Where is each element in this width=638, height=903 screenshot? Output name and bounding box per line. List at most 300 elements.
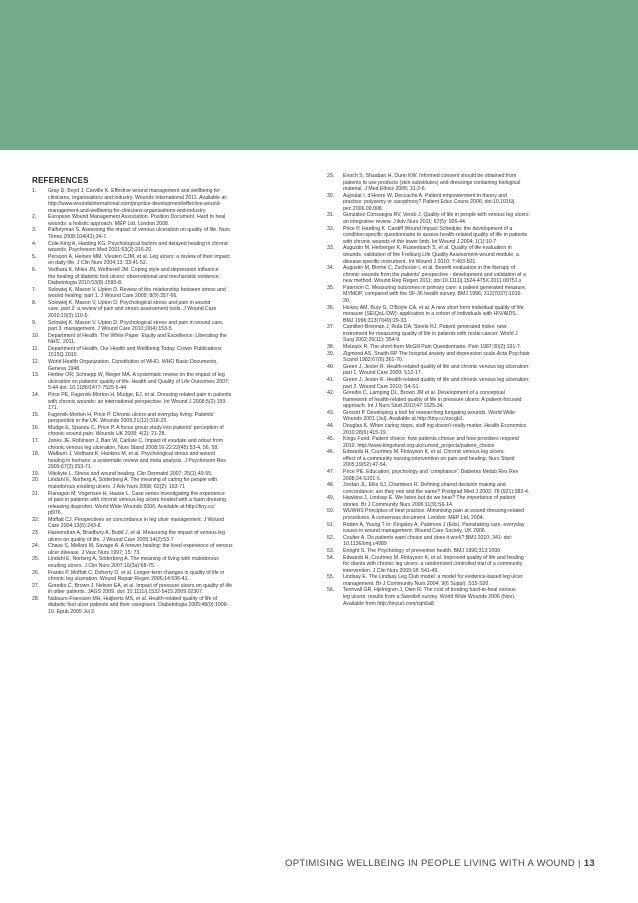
- reference-line: [32, 431, 316, 438]
- reference-line: [327, 522, 613, 529]
- reference-line: [327, 601, 613, 608]
- reference-text: González-Consuegra RV, Verdú J. Quality of life in people with venous leg ulcers:: [343, 212, 530, 219]
- reference-line: [327, 535, 613, 542]
- reference-text: Geneva 1948.: [48, 365, 81, 372]
- reference-number: 12.: [32, 359, 40, 366]
- reference-text: releasing ibuprofen. World Wide Wounds 2006. Available at:http://tiny.cc/: [48, 503, 215, 510]
- reference-number: [327, 384, 343, 391]
- reference-text: Price P, Harding K. Cardiff Wound Impact Schedule: the development of a: [343, 225, 513, 232]
- reference-line: [327, 265, 613, 272]
- reference-number: [327, 252, 343, 259]
- reference-text: 10. Epub 2005 Jul 2.: [48, 609, 96, 615]
- reference-line: [327, 298, 613, 305]
- reference-text: Herber OR, Schnepp W, Rieger MA. A systematic review on the impact of leg: [48, 372, 225, 379]
- reference-text: Aujoulat I, d'Hoore W, Deccache A. Patient empowerment in theory and: [343, 192, 507, 199]
- reference-line: [327, 502, 613, 509]
- reference-line: [327, 443, 613, 450]
- reference-number: [327, 199, 343, 206]
- reference-text: NHS', 2011.: [48, 339, 76, 346]
- reference-text: Solowiej K, Mason V, Upton D. Review of the relationship between stress and: [48, 286, 226, 293]
- reference-number: 6.: [32, 266, 37, 273]
- reference-text: chronic leg ulceration. Wound Repair Regen 2006;14:536-41.: [48, 576, 189, 583]
- reference-text: intervention. J Clin Nurs 2009;18: 541-49.: [343, 567, 439, 574]
- reference-number: 9.: [32, 319, 37, 326]
- reference-line: [327, 436, 613, 443]
- reference-line: [327, 416, 613, 423]
- reference-text: ulceration on patients' quality of life. Health and Quality of Life Outcomes 2007;: [48, 378, 230, 385]
- reference-number: 31.: [327, 212, 335, 219]
- reference-number: 13.: [32, 372, 40, 379]
- reference-text: 171.: [48, 405, 59, 412]
- reference-text: Douglas K. When caring stops, staff ing doesn't really matter. Health Economics: [343, 422, 527, 429]
- reference-text: Solowiej K, Mason V, Upton D. Psychological stress and pain in wound care,: [48, 319, 224, 326]
- reference-text: Enoch S, Shaaban H, Dunn KW. Informed consent should be obtained from: [343, 173, 517, 179]
- reference-text: Vedhara K, Miles JN, Wetherell JM. Coping style and depression influence: [48, 266, 219, 273]
- reference-line: [32, 477, 316, 484]
- reference-number: [327, 311, 343, 318]
- reference-number: 49.: [327, 495, 335, 502]
- reference-text: leg ulcers: results from a Swedish survey. World Wide Wounds 2006 (Nov).: [343, 594, 516, 600]
- reference-text: Solowiej K, Mason V, Upton D. Psychological stress and pain in wound: [48, 299, 211, 306]
- reference-line: [327, 574, 613, 581]
- page-footer: [0, 858, 595, 869]
- reference-text: Tennvall GR, Hjelmgren J, Oien R. The cost of treating hard-to-heal venous: [343, 587, 516, 594]
- reference-line: [32, 385, 316, 392]
- reference-line: [327, 324, 613, 331]
- reference-number: 43.: [327, 409, 335, 416]
- reference-number: [32, 201, 48, 208]
- reference-number: 51.: [327, 521, 335, 528]
- reference-number: [32, 326, 48, 333]
- reference-line: [327, 377, 613, 384]
- reference-number: [32, 563, 48, 570]
- reference-number: [32, 445, 48, 452]
- reference-text: European Wound Management Association. Position Document. Hard to heal: [48, 214, 226, 221]
- reference-number: [32, 293, 48, 300]
- reference-text: new method. Wound Rep Regen 2011; doi:10.1111/j.1524-475X.2011.00751.x: [343, 278, 522, 285]
- reference-text: chronic wounds from the patients' perspective - development and validation of a: [343, 271, 526, 278]
- reference-number: [32, 221, 48, 228]
- reference-line: [327, 555, 613, 562]
- reference-line: [32, 523, 316, 530]
- reference-text: Zigmond AS, Snaith RP The hospital anxiety and depression scale.Acta Psychiatr: [343, 350, 530, 357]
- reference-number: [327, 430, 343, 437]
- reference-line: [32, 438, 316, 445]
- reference-text: Wounds 2001 (Jul). Available at http://tiny.cc/zocgb1.: [343, 416, 465, 423]
- reference-text: Goredio C, Lamping DL, Brown JM et al. Development of a conceptual: [343, 390, 505, 397]
- reference-text: wounds. Psychosom Med 2001;63(2):216-20.: [48, 247, 153, 254]
- reference-number: [327, 370, 343, 377]
- reference-text: practice: polysemy or cacophony? Patient Educ Couns 2006; doi:10.1016/j.: [343, 199, 516, 206]
- reference-line: [327, 410, 613, 417]
- footer-separator: |: [578, 858, 581, 869]
- reference-line: [32, 188, 316, 195]
- reference-number: 3.: [32, 227, 37, 234]
- reference-text: approach. Int J Nurs Stud 2010;47:1525-34.: [343, 403, 444, 410]
- reference-number: 38.: [327, 344, 335, 351]
- reference-line: [32, 247, 316, 254]
- reference-text: 5:44 doi: 10.1186/1477-7525-5-44.: [48, 385, 128, 392]
- reference-text: with chronic wounds of the lower limb. Int Wound J 2004; 1(1):10-7: [343, 238, 497, 245]
- reference-number: [32, 260, 48, 267]
- reference-line: [327, 548, 613, 555]
- reference-line: [327, 351, 613, 358]
- reference-text: Flanagan M, Vogensen H, Haase L. Case series investigating the experience: [48, 490, 225, 497]
- reference-text: 2010. http://www.kingsfund.org.uk/current_projects/patient_choice: [343, 442, 495, 449]
- reference-line: [32, 359, 316, 366]
- reference-number: [327, 489, 343, 496]
- reference-text: management-and-wellbeing-for-clinicians-organisations-and-industry: [48, 207, 206, 214]
- reference-number: 28.: [32, 595, 40, 602]
- reference-text: Department of Health. Our Health and Wellbeing Today. Crown Publications: [48, 345, 222, 352]
- reference-number: 7.: [32, 286, 37, 293]
- reference-text: diabetic foot ulcer patients and their caregivers. Diabetologia 2005;48(9):1906-: [48, 602, 229, 609]
- reference-number: [327, 528, 343, 535]
- reference-line: [32, 458, 316, 465]
- reference-number: [32, 405, 48, 412]
- reference-number: [327, 239, 343, 246]
- reference-line: [327, 423, 613, 430]
- reference-number: [32, 339, 48, 346]
- reference-line: [32, 214, 316, 221]
- reference-number: 34.: [327, 265, 335, 272]
- reference-line: [32, 530, 316, 537]
- reference-line: [32, 425, 316, 432]
- reference-number: [32, 234, 48, 241]
- reference-text: instrument for measuring quality of life in patients with rectal cancer. World J: [343, 330, 518, 337]
- reference-text: Edwards H, Courtney M, Finlayson K, et al. Chronic venous leg ulcers:: [343, 449, 505, 456]
- footer-title: OPTIMISING WELLBEING IN PEOPLE LIVING WITH A WOUND: [285, 858, 576, 869]
- reference-text: Scand 1983;67(6):361-70.: [343, 357, 404, 364]
- reference-line: [327, 226, 613, 233]
- reference-line: [327, 337, 613, 344]
- reference-number: [327, 403, 343, 410]
- reference-text: in older patients. JAGS 2009. doi: 10.1111/j.1532-5415.2009.02307.: [48, 589, 204, 596]
- reference-line: [327, 291, 613, 298]
- reference-line: [32, 326, 316, 333]
- reference-number: [32, 352, 48, 359]
- reference-text: material. J Med Ethics 2005; 31:2-6.: [343, 186, 427, 193]
- reference-number: [327, 298, 343, 305]
- reference-text: Roden A, Young T In: Kingsley A, Padmore J (Eds). Painstaking care, everyday: [343, 521, 525, 528]
- reference-line: [327, 508, 613, 515]
- reference-number: [32, 609, 48, 616]
- references-right-column: [327, 173, 613, 607]
- reference-number: [327, 581, 343, 588]
- header-banner: [0, 0, 638, 150]
- reference-line: [32, 372, 316, 379]
- references-heading: REFERENCES: [32, 176, 89, 185]
- reference-line: [32, 195, 316, 202]
- reference-text: Augustin M, Herberger K, Rustenbach S, et al. Quality of life evaluation in: [343, 245, 512, 252]
- reference-line: [327, 482, 613, 489]
- reference-number: [32, 537, 48, 544]
- reference-number: [327, 272, 343, 279]
- reference-text: wounds: validation of the Freiburg Life Quality Assessment-wound module, a: [343, 251, 519, 258]
- reference-line: [32, 306, 316, 313]
- reference-line: [327, 193, 613, 200]
- reference-text: Grocott P. Developing a tool for researching fungating wounds. World Wide: [343, 409, 515, 416]
- reference-number: [32, 306, 48, 313]
- reference-text: 2010;28(6):415-19.: [343, 429, 388, 436]
- reference-text: Green J, Jester R. Health-related quality of life and chronic venous leg ulceration:: [343, 376, 530, 383]
- reference-line: [32, 313, 316, 320]
- reference-number: 46.: [327, 449, 335, 456]
- reference-number: 44.: [327, 422, 335, 429]
- reference-number: 36.: [327, 304, 335, 311]
- reference-number: 5.: [32, 253, 37, 260]
- reference-text: Franks P, Moffatt C, Doherty D, et al. Longer-term changes in quality of life in: [48, 569, 225, 576]
- reference-text: Camilleri-Brennan J, Ruta DA, Steele RJ. Patient generated index: new: [343, 324, 507, 331]
- reference-number: 17.: [32, 437, 40, 444]
- reference-number: [32, 274, 48, 281]
- reference-line: [32, 517, 316, 524]
- reference-number: 8.: [32, 299, 37, 306]
- reference-number: 39.: [327, 350, 335, 357]
- reference-number: 16.: [32, 424, 40, 431]
- reference-text: p8i76.: [48, 510, 63, 517]
- reference-line: [327, 199, 613, 206]
- reference-list-right: [327, 173, 613, 607]
- reference-line: [32, 412, 316, 419]
- reference-number: 29.: [327, 173, 335, 179]
- reference-line: [32, 471, 316, 478]
- reference-line: [327, 186, 613, 193]
- reference-line: [32, 267, 316, 274]
- reference-number: [327, 337, 343, 344]
- reference-number: [32, 589, 48, 596]
- reference-text: MYMOP, compared with the SF-36 health survey. BMJ 1996; 312(7037):1016-: [343, 291, 523, 298]
- reference-text: stories. Br J Community Nurs 2006;11(9):S6-14.: [343, 501, 454, 508]
- reference-number: 4.: [32, 240, 37, 247]
- reference-line: [32, 602, 316, 609]
- reference-line: [32, 280, 316, 287]
- reference-line: [32, 333, 316, 340]
- reference-text: Price PE. Education, psychology and 'compliance'. Diabetes Metab Res Rev: [343, 469, 519, 476]
- reference-line: [32, 227, 316, 234]
- reference-line: [327, 449, 613, 456]
- reference-number: 27.: [32, 582, 40, 589]
- reference-line: [32, 510, 316, 517]
- reference-line: [32, 589, 316, 596]
- reference-line: [327, 311, 613, 318]
- reference-text: BMJ 1996;313(7049):29-33.: [343, 317, 408, 324]
- reference-line: [327, 462, 613, 469]
- reference-text: patients to use products (skin substitutes) and dressings containing biological: [343, 179, 521, 186]
- reference-line: [327, 403, 613, 410]
- reference-line: [327, 397, 613, 404]
- reference-line: [32, 221, 316, 228]
- reference-text: Paterson C. Measuring outcomes in primary care: a patient generated measure,: [343, 284, 527, 291]
- reference-line: [32, 445, 316, 452]
- reference-number: 26.: [32, 569, 40, 576]
- reference-number: [32, 418, 48, 425]
- reference-line: [327, 173, 613, 180]
- reference-number: [327, 515, 343, 522]
- reference-number: 22.: [32, 516, 40, 523]
- reference-line: [32, 293, 316, 300]
- reference-text: Moffatt CJ. Perspectives on concordance in leg ulcer management. J Wound: [48, 516, 224, 523]
- reference-line: [32, 352, 316, 359]
- reference-number: 53.: [327, 547, 335, 554]
- reference-text: Palfreyman S. Assessing the impact of venous ulceration on quality of life. Nurs: [48, 227, 230, 234]
- reference-text: ulcer disease. J Vasc Nurs 1997; 15: 73.: [48, 549, 141, 556]
- reference-number: [327, 180, 343, 187]
- reference-line: [327, 364, 613, 371]
- reference-line: [32, 405, 316, 412]
- reference-number: 30.: [327, 192, 335, 199]
- reference-text: Persoon A, Heinen MM, Vleuten CJM, et al. Leg ulcers: a review of their impact: [48, 253, 230, 260]
- reference-text: part 2. Wound Care 2010; S4-S1.: [343, 383, 420, 390]
- reference-line: [327, 219, 613, 226]
- reference-number: [32, 497, 48, 504]
- reference-line: [32, 241, 316, 248]
- reference-number: [32, 484, 48, 491]
- reference-text: measure (SEIQoL-DW): application in a cohort of individuals with HIV/AIDS.: [343, 311, 518, 318]
- reference-number: [32, 379, 48, 386]
- reference-number: [327, 259, 343, 266]
- reference-line: [327, 318, 613, 325]
- reference-line: [32, 537, 316, 544]
- reference-text: Edwards H, Courtney M, Finlayson K, et al. Improved quality of life and healing: [343, 554, 524, 561]
- reference-number: [327, 318, 343, 325]
- reference-text: chronic wound pain. Wounds UK 2008; 4(2): 21-28.: [48, 431, 166, 438]
- reference-number: [327, 331, 343, 338]
- reference-line: [327, 541, 613, 548]
- reference-text: Hickey AM, Bury G, O'Boyle CA, et al. A new short form individual quality of life: [343, 304, 524, 311]
- reference-number: 54.: [327, 554, 335, 561]
- reference-text: concordance: are they one and the same? Postgrad Med J 2002; 78 (921):383-4.: [343, 488, 530, 495]
- reference-list-left: [32, 188, 316, 616]
- reference-text: pec.2006.09.008.: [343, 205, 384, 212]
- reference-line: [327, 594, 613, 601]
- reference-text: Green J, Jester R. Health-related quality of life and chronic venous leg ulceration:: [343, 363, 530, 370]
- reference-number: [32, 208, 48, 215]
- reference-text: procedures. A consensus document. London: MEP Ltd, 2004.: [343, 515, 484, 522]
- reference-text: ulcers on quality of life. J Wound Care 2005;14(2):53-7: [48, 536, 174, 543]
- reference-number: [32, 576, 48, 583]
- reference-line: [32, 497, 316, 504]
- reference-text: 20.: [343, 297, 351, 304]
- reference-number: 24.: [32, 543, 40, 550]
- reference-text: Lindsay E. The Lindsay Leg Club model: a model for evidence-based leg ulcer: [343, 574, 523, 581]
- reference-text: chronic venous leg ulceration. Nurs Stand 2008;16-22;22(45):53-4, 56, 58.: [48, 444, 219, 451]
- reference-line: [32, 274, 316, 281]
- page-number: 13: [583, 858, 595, 869]
- reference-text: Surg 2002;26(11): 354-9.: [343, 337, 401, 344]
- reference-number: [32, 280, 48, 287]
- reference-text: Available from http://tinyurl.com/cqh6a8: [343, 600, 434, 607]
- reference-line: [327, 430, 613, 437]
- reference-text: Melzack R. The short-form McGill Pain Questionnaire. Pain 1987;30(2):191-7.: [343, 344, 522, 351]
- reference-line: [327, 232, 613, 239]
- reference-text: Hareendran A, Bradbury A, Budd J, et al. Measuring the impact of venous leg: [48, 530, 226, 537]
- reference-number: [327, 186, 343, 193]
- reference-line: [32, 320, 316, 327]
- reference-number: 25.: [32, 556, 40, 563]
- reference-line: [327, 344, 613, 351]
- reference-text: an integrative review. J Adv Nurs 2011; 67(5): 926-44.: [343, 219, 467, 226]
- reference-number: [327, 568, 343, 575]
- reference-line: [32, 287, 316, 294]
- reference-line: [327, 581, 613, 588]
- reference-number: [32, 458, 48, 465]
- reference-number: 10.: [32, 332, 40, 339]
- reference-line: [327, 476, 613, 483]
- reference-line: [327, 587, 613, 594]
- reference-number: 19.: [32, 470, 40, 477]
- reference-text: Mudge E, Spanou C, Price P. A focus group study into patients' perception of: [48, 424, 224, 431]
- reference-line: [32, 550, 316, 557]
- reference-number: 48.: [327, 482, 335, 489]
- reference-text: effect of a community nursing intervention on pain and healing. Nurs Stand: [343, 455, 515, 462]
- reference-line: [327, 180, 613, 187]
- reference-text: issues in wound management. Wound Care Society, UK 2006.: [343, 528, 487, 535]
- reference-line: [327, 568, 613, 575]
- reference-text: of pain in patients with chronic venous leg ulcers treated with a foam dressing: [48, 497, 226, 504]
- reference-line: [32, 260, 316, 267]
- reference-number: 2.: [32, 214, 37, 221]
- reference-number: [327, 594, 343, 601]
- reference-line: [32, 300, 316, 307]
- reference-line: [32, 418, 316, 425]
- reference-number: 21.: [32, 490, 40, 497]
- reference-text: Augustin M, Blome C, Zschocke I, et al. Benefit evaluation in the therapy of: [343, 265, 516, 272]
- reference-text: perspective in the UK. Wounds 2009;21(12):318-23.: [48, 418, 168, 425]
- reference-number: [32, 313, 48, 320]
- reference-text: Gray D, Boyd J, Carville K. Effective wound management and wellbeing for: [48, 188, 221, 194]
- reference-number: [32, 385, 48, 392]
- reference-text: Chase S, Melloni M, Savage A. A forever healing: the lived experience of venous: [48, 543, 233, 550]
- reference-line: [32, 399, 316, 406]
- reference-text: Care 2004;13(6):243-8.: [48, 523, 102, 530]
- reference-text: 2008;24:S101-5.: [343, 475, 382, 482]
- reference-text: wounds: a holistic approach. MEP Ltd, London 2008.: [48, 220, 170, 227]
- reference-line: [32, 366, 316, 373]
- reference-text: Jordan JL, Ellis SJ, Chambers R. Defining shared decision making and: [343, 482, 506, 489]
- reference-text: Fagervik-Morton H, Price P. Chronic ulcers and everyday living: Patients': [48, 411, 215, 418]
- reference-line: [327, 489, 613, 496]
- reference-number: [327, 397, 343, 404]
- reference-text: Coulter A. Do patients want choice and does it work? BMJ 2010; 341: doi:: [343, 534, 512, 541]
- references-left-column: [32, 176, 316, 616]
- reference-number: 56.: [327, 587, 335, 594]
- reference-line: [327, 239, 613, 246]
- reference-text: Cole-King A, Harding KG. Psychological factors and delayed healing in chronic: [48, 240, 229, 247]
- reference-text: framework of health-related quality of life in pressure ulcers: A patient-focused: [343, 396, 522, 403]
- reference-number: 33.: [327, 245, 335, 252]
- reference-number: 45.: [327, 436, 335, 443]
- reference-number: [32, 510, 48, 517]
- reference-text: Nabuurs-Franssen MH, Huijberts MS, et al. Health-related quality of life of: [48, 595, 218, 602]
- reference-line: [32, 570, 316, 577]
- reference-text: Department of Health. The White Paper 'Equity and Excellence: Liberating the: [48, 332, 227, 339]
- reference-number: 14.: [32, 391, 40, 398]
- reference-number: 55.: [327, 574, 335, 581]
- reference-text: part 3: management. J Wound Care 2010;19(4):153-5.: [48, 326, 174, 333]
- reference-text: malodorous exuding ulcers. J Adv Nurs 2008; 62(2): 163-71: [48, 484, 185, 491]
- reference-text: Diabetologia 2010;53(8):1590-8.: [48, 280, 123, 287]
- reference-number: [327, 278, 343, 285]
- reference-line: [327, 212, 613, 219]
- reference-text: wound healing: part 1. J Wound Care 2009; 8(9):357-66.: [48, 293, 178, 300]
- reference-number: 35.: [327, 284, 335, 291]
- reference-text: with chronic wounds: an international perspective. Int Wound J 2008;5(2):159-: [48, 398, 227, 405]
- reference-text: 2009;67(3):253-71.: [48, 464, 93, 471]
- reference-number: [32, 366, 48, 373]
- reference-line: [32, 583, 316, 590]
- reference-line: [327, 561, 613, 568]
